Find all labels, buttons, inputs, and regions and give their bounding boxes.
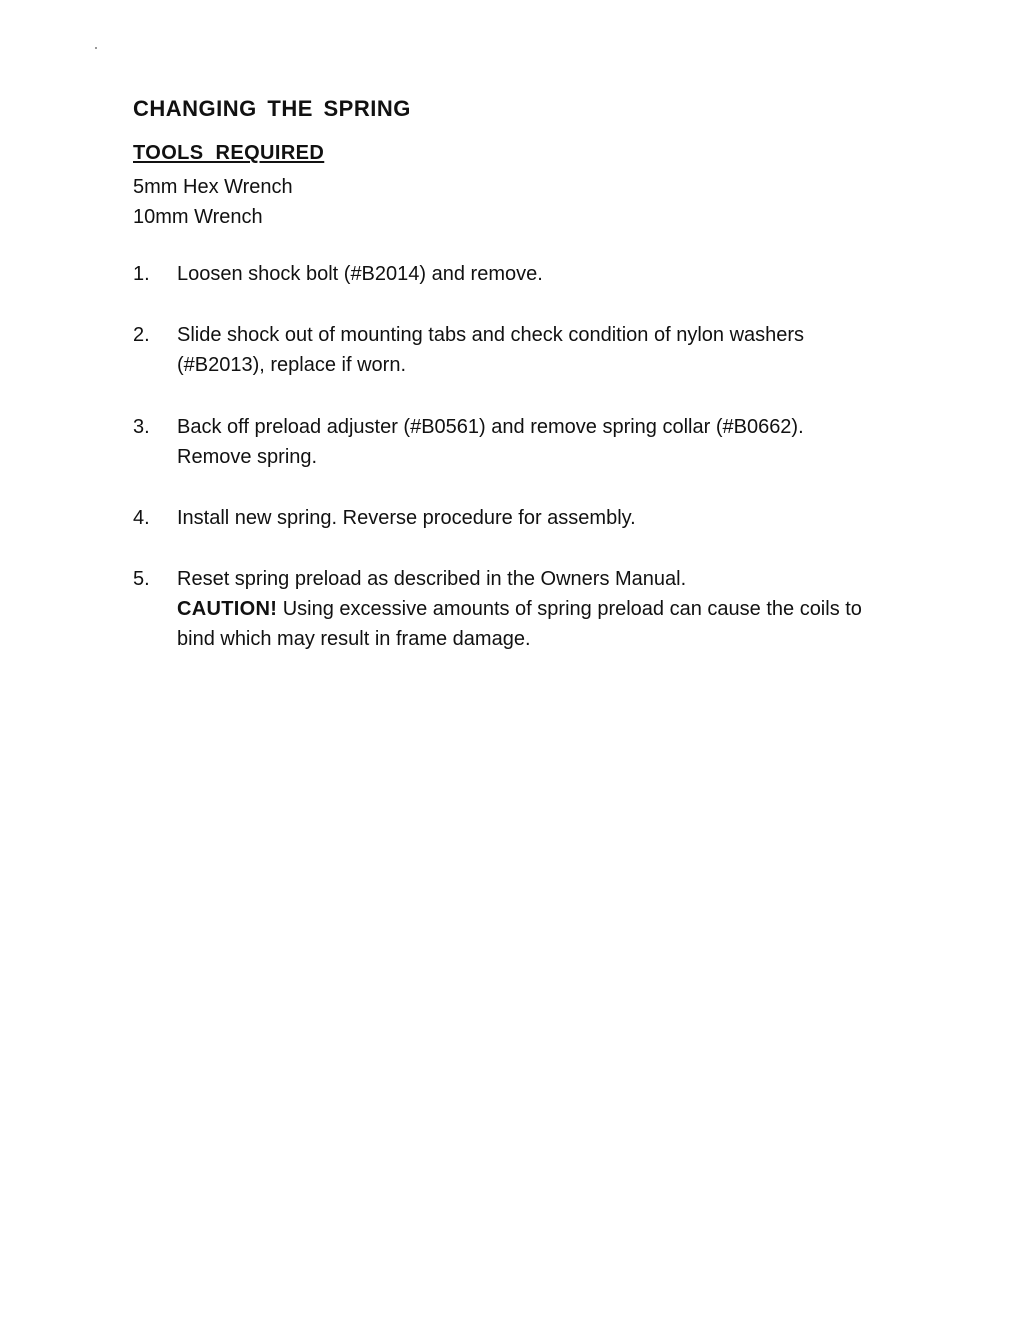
- page-title: CHANGING THE SPRING: [133, 96, 411, 121]
- step-text: Install new spring. Reverse procedure for assembly.: [177, 507, 636, 529]
- tool-item: 10mm Wrench: [133, 206, 263, 228]
- step-number: 5.: [133, 568, 150, 590]
- step-number: 1.: [133, 263, 150, 285]
- step-text: Reset spring preload as described in the Owners Manual.: [177, 568, 687, 590]
- step-number: 2.: [133, 324, 150, 346]
- caution-text: Using excessive amounts of spring preload can cause the coils to bind which may result in frame damage.: [177, 598, 862, 650]
- tools-heading: TOOLS REQUIRED: [133, 142, 325, 164]
- step-text: Back off preload adjuster (#B0561) and remove spring collar (#B0662). Remove spring.: [177, 416, 804, 468]
- step-text-block: [177, 564, 877, 654]
- step-number: 4.: [133, 507, 150, 529]
- step-text: Loosen shock bolt (#B2014) and remove.: [177, 263, 543, 285]
- tools-list: [133, 172, 293, 232]
- scan-speck: [95, 47, 97, 49]
- step-text: Slide shock out of mounting tabs and check condition of nylon washers (#B2013), replace if worn.: [177, 324, 805, 376]
- tool-item: 5mm Hex Wrench: [133, 176, 293, 198]
- step-number: 3.: [133, 416, 150, 438]
- caution-label: CAUTION!: [177, 598, 278, 620]
